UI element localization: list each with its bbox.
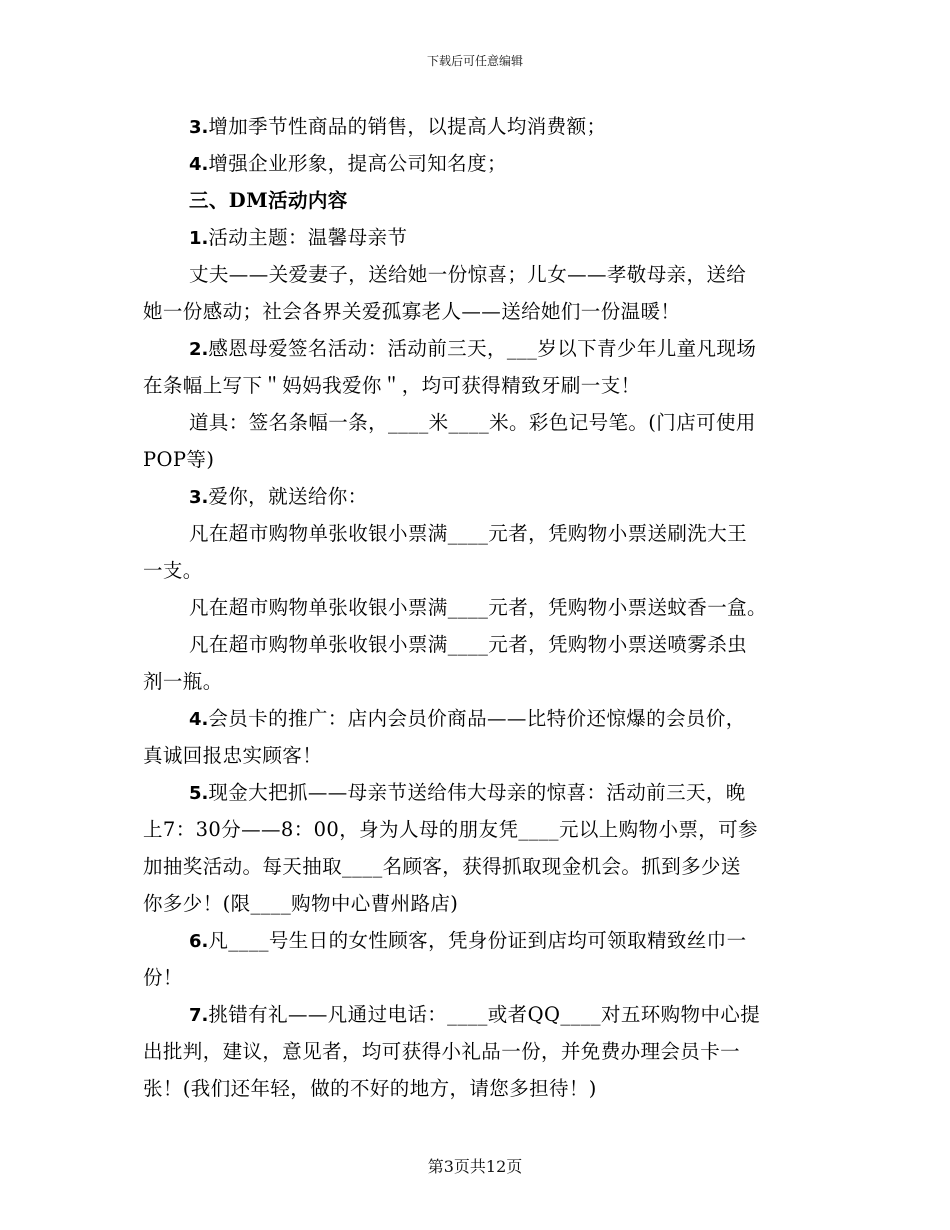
line-text: 丈夫——关爱妻子，送给她一份惊喜；儿女——孝敬母亲，送给 bbox=[189, 263, 747, 286]
paragraph-line bbox=[143, 330, 803, 367]
page-footer: 第3页共12页 bbox=[427, 1157, 523, 1176]
paragraph-line bbox=[143, 626, 803, 663]
paragraph-line bbox=[143, 737, 803, 774]
paragraph-line bbox=[143, 293, 803, 330]
item-number: 2. bbox=[189, 339, 209, 360]
item-number: 5. bbox=[189, 783, 209, 804]
item-number: 4. bbox=[189, 154, 209, 175]
line-text: 加抽奖活动。每天抽取____名顾客，获得抓取现金机会。抓到多少送 bbox=[143, 855, 741, 878]
paragraph-line bbox=[143, 478, 803, 515]
paragraph-line bbox=[143, 552, 803, 589]
line-text: 份！ bbox=[143, 966, 183, 989]
line-text: 凡在超市购物单张收银小票满____元者，凭购物小票送喷雾杀虫 bbox=[189, 633, 748, 656]
line-text: 会员卡的推广：店内会员价商品——比特价还惊爆的会员价， bbox=[208, 707, 746, 730]
line-text: 张！(我们还年轻，做的不好的地方，请您多担待！) bbox=[143, 1077, 597, 1100]
paragraph-line bbox=[143, 367, 803, 404]
line-text: 活动主题：温馨母亲节 bbox=[208, 226, 408, 249]
line-text: 上7：30分——8：00，身为人母的朋友凭____元以上购物小票，可参 bbox=[143, 818, 758, 841]
paragraph-line bbox=[143, 1033, 803, 1070]
line-text: 现金大把抓——母亲节送给伟大母亲的惊喜：活动前三天，晚 bbox=[208, 781, 746, 804]
paragraph-line bbox=[143, 811, 803, 848]
line-text: 增加季节性商品的销售，以提高人均消费额； bbox=[208, 115, 607, 138]
line-text: 你多少！(限____购物中心曹州路店) bbox=[143, 892, 459, 915]
section-heading bbox=[143, 182, 803, 219]
line-text: 在条幅上写下＂妈妈我爱你＂，均可获得精致牙刷一支！ bbox=[143, 374, 641, 397]
paragraph-line bbox=[143, 515, 803, 552]
page-header: 下载后可任意编辑 bbox=[426, 54, 523, 68]
item-number: 3. bbox=[189, 117, 209, 138]
line-text: 出批判，建议，意见者，均可获得小礼品一份，并免费办理会员卡一 bbox=[143, 1040, 741, 1063]
paragraph-line bbox=[143, 404, 803, 441]
line-text: 凡____号生日的女性顾客，凭身份证到店均可领取精致丝巾一 bbox=[208, 929, 747, 952]
paragraph-line bbox=[143, 145, 803, 182]
line-text: 凡在超市购物单张收银小票满____元者，凭购物小票送蚊香一盒。 bbox=[189, 596, 767, 619]
line-text: 道具：签名条幅一条，____米____米。彩色记号笔。(门店可使用 bbox=[189, 411, 756, 434]
paragraph-line bbox=[143, 108, 803, 145]
line-text: 三、DM活动内容 bbox=[189, 189, 348, 212]
paragraph-line bbox=[143, 589, 803, 626]
item-number: 1. bbox=[189, 228, 209, 249]
paragraph-line bbox=[143, 774, 803, 811]
paragraph-line bbox=[143, 959, 803, 996]
paragraph-line bbox=[143, 1070, 803, 1107]
line-text: 真诚回报忠实顾客！ bbox=[143, 744, 323, 767]
item-number: 7. bbox=[189, 1005, 209, 1026]
line-text: 剂一瓶。 bbox=[143, 670, 223, 693]
line-text: 凡在超市购物单张收银小票满____元者，凭购物小票送刷洗大王 bbox=[189, 522, 748, 545]
document-body bbox=[143, 108, 803, 1107]
line-text: 感恩母爱签名活动：活动前三天，___岁以下青少年儿童凡现场 bbox=[208, 337, 757, 360]
line-text: 她一份感动；社会各界关爱孤寡老人——送给她们一份温暖！ bbox=[143, 300, 681, 323]
line-text: 爱你，就送给你： bbox=[208, 485, 368, 508]
line-text: 增强企业形象，提高公司知名度； bbox=[208, 152, 507, 175]
line-text: 挑错有礼——凡通过电话：____或者QQ____对五环购物中心提 bbox=[208, 1003, 761, 1026]
paragraph-line bbox=[143, 848, 803, 885]
paragraph-line bbox=[143, 700, 803, 737]
item-number: 4. bbox=[189, 709, 209, 730]
paragraph-line bbox=[143, 441, 803, 478]
paragraph-line bbox=[143, 219, 803, 256]
paragraph-line bbox=[143, 922, 803, 959]
paragraph-line bbox=[143, 663, 803, 700]
item-number: 3. bbox=[189, 487, 209, 508]
line-text: 一支。 bbox=[143, 559, 203, 582]
line-text: POP等) bbox=[143, 448, 215, 471]
paragraph-line bbox=[143, 996, 803, 1033]
item-number: 6. bbox=[189, 931, 209, 952]
paragraph-line bbox=[143, 885, 803, 922]
paragraph-line bbox=[143, 256, 803, 293]
